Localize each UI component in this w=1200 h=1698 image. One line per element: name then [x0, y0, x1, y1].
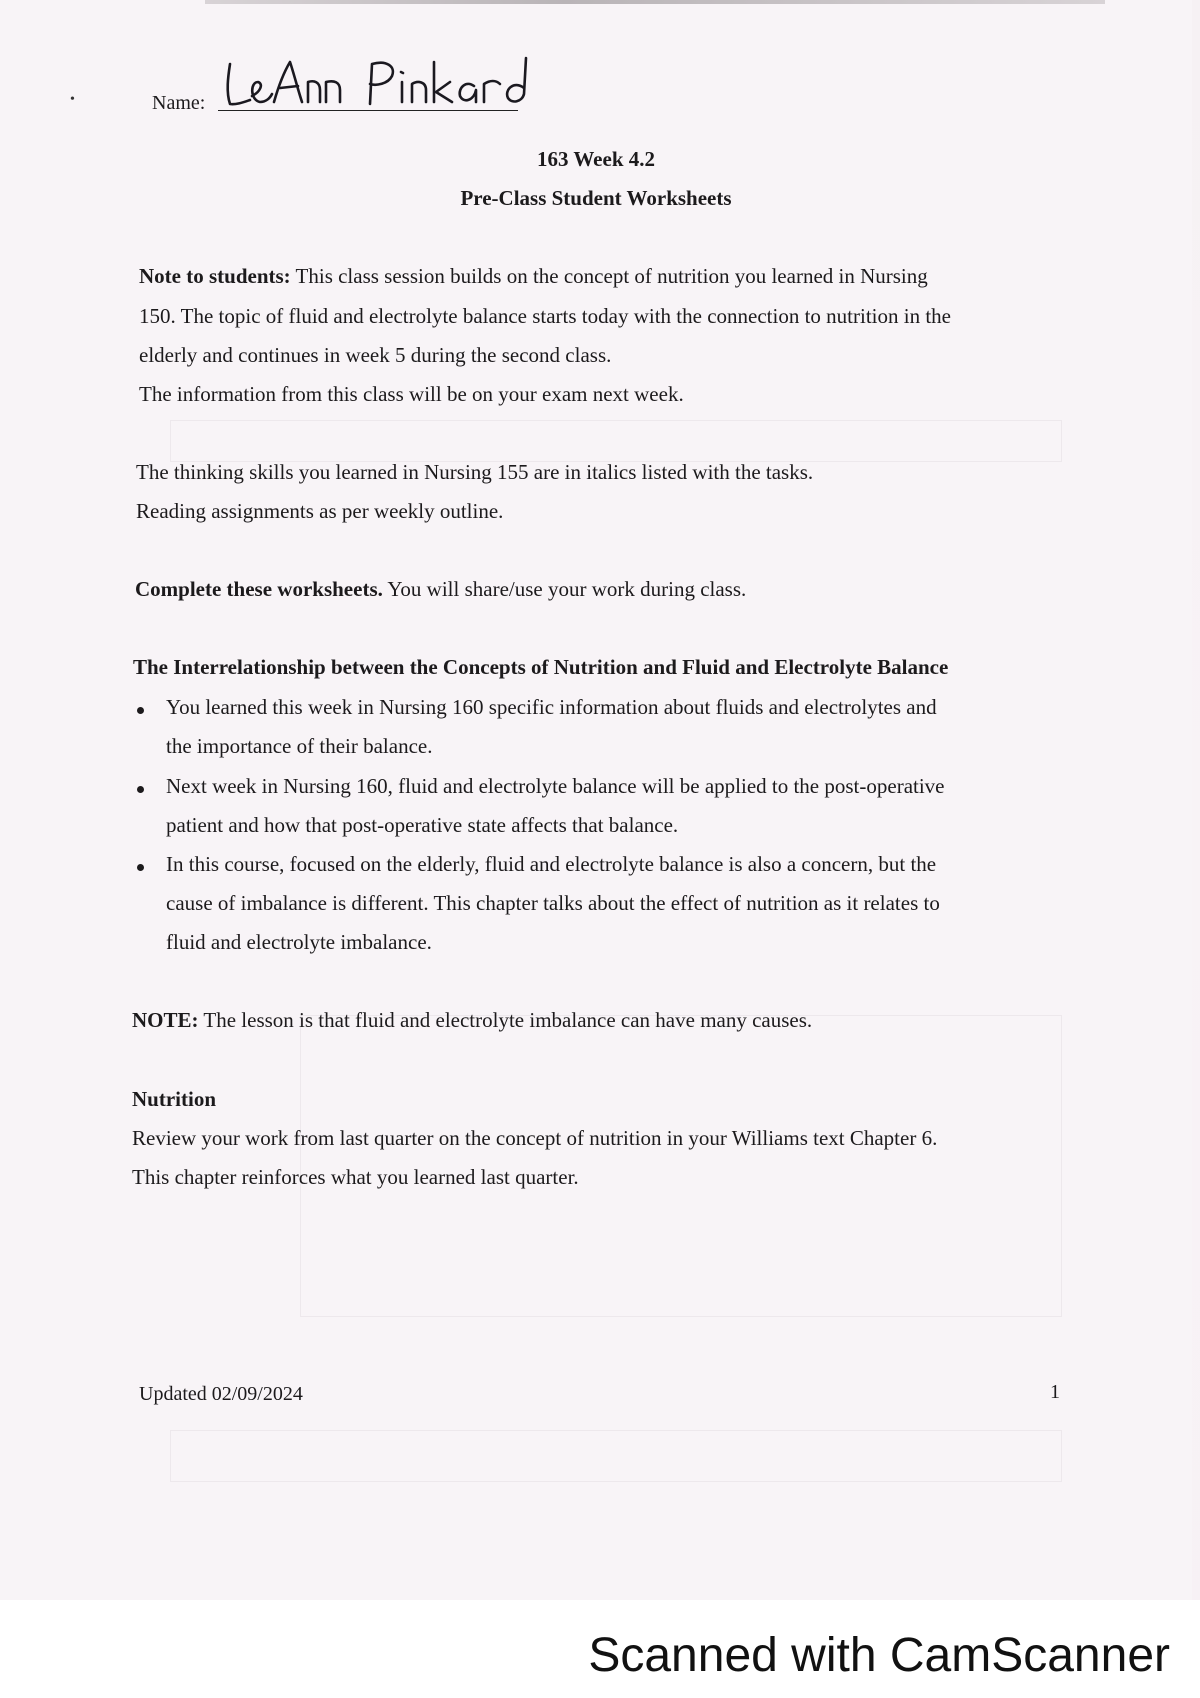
bullet-text: cause of imbalance is different. This chapter talks about the effect of nutrition as it relates to: [166, 891, 940, 915]
stray-mark: •: [70, 92, 75, 107]
note-paragraph-line: [139, 262, 928, 290]
name-label: Name:: [152, 92, 206, 114]
note-lead: Note to students:: [139, 264, 291, 288]
camscanner-watermark: Scanned with CamScanner: [588, 1629, 1170, 1682]
bleed-through-shadow: [170, 420, 1062, 462]
bullet-text: fluid and electrolyte imbalance.: [166, 930, 432, 954]
note-paragraph-line: elderly and continues in week 5 during the second class.: [139, 343, 612, 367]
skills-line: The thinking skills you learned in Nursing 155 are in italics listed with the tasks.: [136, 460, 814, 484]
bullet-icon: [137, 786, 144, 793]
nutrition-text: Review your work from last quarter on the concept of nutrition in your Williams text Chapter 6.: [132, 1126, 938, 1150]
bullet-icon: [137, 707, 144, 714]
page-number: 1: [1050, 1381, 1060, 1403]
updated-date: Updated 02/09/2024: [139, 1383, 303, 1405]
note-text: This class session builds on the concept of nutrition you learned in Nursing: [290, 264, 928, 288]
bleed-through-shadow: [170, 1430, 1062, 1482]
course-title: 163 Week 4.2: [536, 147, 656, 171]
bullet-icon: [137, 864, 144, 871]
section-heading-interrelationship: The Interrelationship between the Concepts of Nutrition and Fluid and Electrolyte Balance: [133, 655, 949, 679]
name-row: [140, 52, 600, 112]
bullet-text: patient and how that post-operative state affects that balance.: [166, 813, 679, 837]
section-heading-nutrition: Nutrition: [132, 1087, 216, 1111]
note-paragraph-line: The information from this class will be on your exam next week.: [139, 382, 684, 406]
worksheet-title: Pre-Class Student Worksheets: [460, 186, 732, 210]
complete-lead: Complete these worksheets.: [135, 577, 383, 601]
bullet-text: In this course, focused on the elderly, fluid and electrolyte balance is also a concern, but the: [166, 852, 937, 876]
nutrition-text: This chapter reinforces what you learned last quarter.: [132, 1165, 579, 1189]
bullet-text: the importance of their balance.: [166, 734, 433, 758]
paper-top-edge: [205, 0, 1105, 4]
bullet-text: You learned this week in Nursing 160 specific information about fluids and electrolytes and: [166, 695, 937, 719]
note-paragraph-line: 150. The topic of fluid and electrolyte balance starts today with the connection to nutrition in the: [139, 304, 951, 328]
reading-line: Reading assignments as per weekly outline.: [136, 499, 504, 523]
lesson-note-lead: NOTE:: [132, 1008, 199, 1032]
complete-instruction: [135, 575, 746, 603]
lesson-note-text: The lesson is that fluid and electrolyte imbalance can have many causes.: [198, 1008, 813, 1032]
lesson-note: [132, 1006, 812, 1034]
complete-text: You will share/use your work during class.: [382, 577, 747, 601]
handwritten-signature: [220, 52, 600, 114]
bullet-text: Next week in Nursing 160, fluid and electrolyte balance will be applied to the post-operative: [166, 774, 945, 798]
